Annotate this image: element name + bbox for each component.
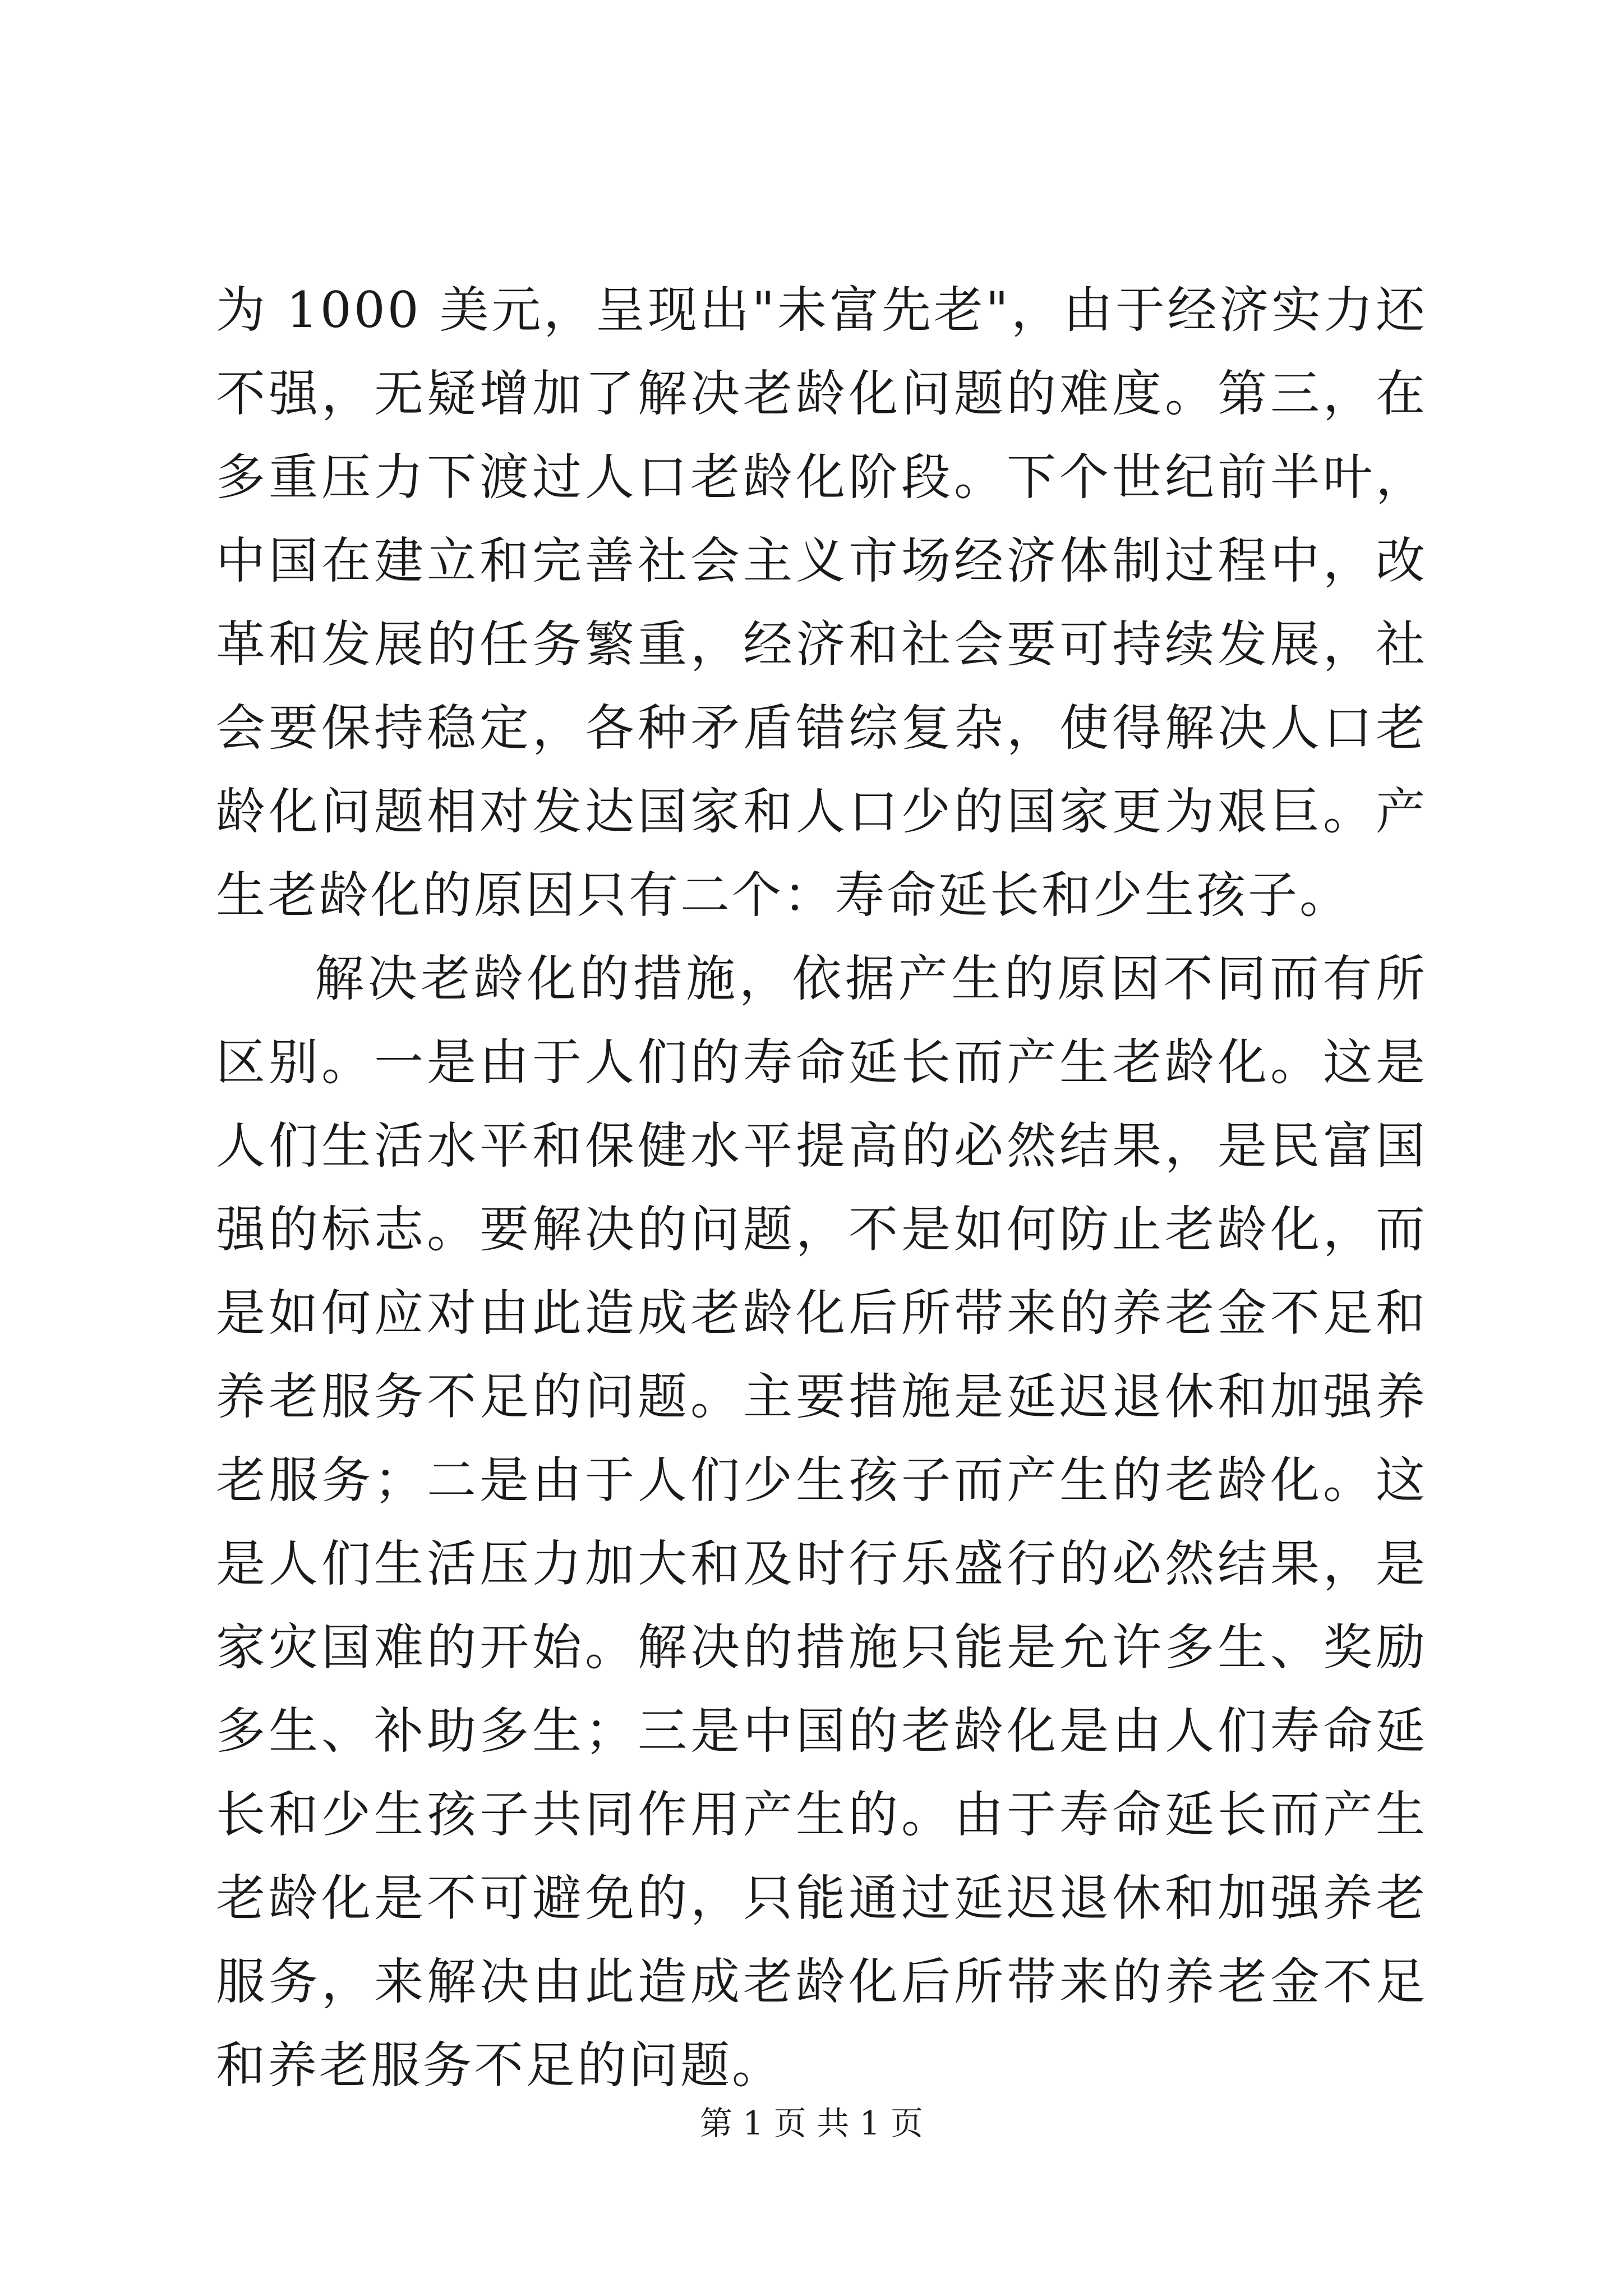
page-footer: 第 1 页 共 1 页 <box>700 2104 923 2142</box>
paragraph-1: 为 1000 美元，呈现出"未富先老"，由于经济实力还不强，无疑增加了解决老龄化问题的难度。第三，在多重压力下渡过人口老龄化阶段。下个世纪前半叶，中国在建立和完善社会主义市场经济体制过程中，改革和发展的任务繁重，经济和社会要可持续发展，社会要保持稳定，各种矛盾错综复杂，使得解决人口老龄化问题相对发达国家和人口少的国家更为艰巨。产生老龄化的原因只有二个：寿命延长和少生孩子。 <box>216 281 1427 924</box>
document-body <box>216 268 1427 2107</box>
paragraph-2: 解决老龄化的措施，依据产生的原因不同而有所区别。一是由于人们的寿命延长而产生老龄化。这是人们生活水平和保健水平提高的必然结果，是民富国强的标志。要解决的问题，不是如何防止老龄化，而是如何应对由此造成老龄化后所带来的养老金不足和养老服务不足的问题。主要措施是延迟退休和加强养老服务；二是由于人们少生孩子而产生的老龄化。这是人们生活压力加大和及时行乐盛行的必然结果，是家灾国难的开始。解决的措施只能是允许多生、奖励多生、补助多生；三是中国的老龄化是由人们寿命延长和少生孩子共同作用产生的。由于寿命延长而产生老龄化是不可避免的，只能通过延迟退休和加强养老服务，来解决由此造成老龄化后所带来的养老金不足和养老服务不足的问题。 <box>216 950 1427 2094</box>
